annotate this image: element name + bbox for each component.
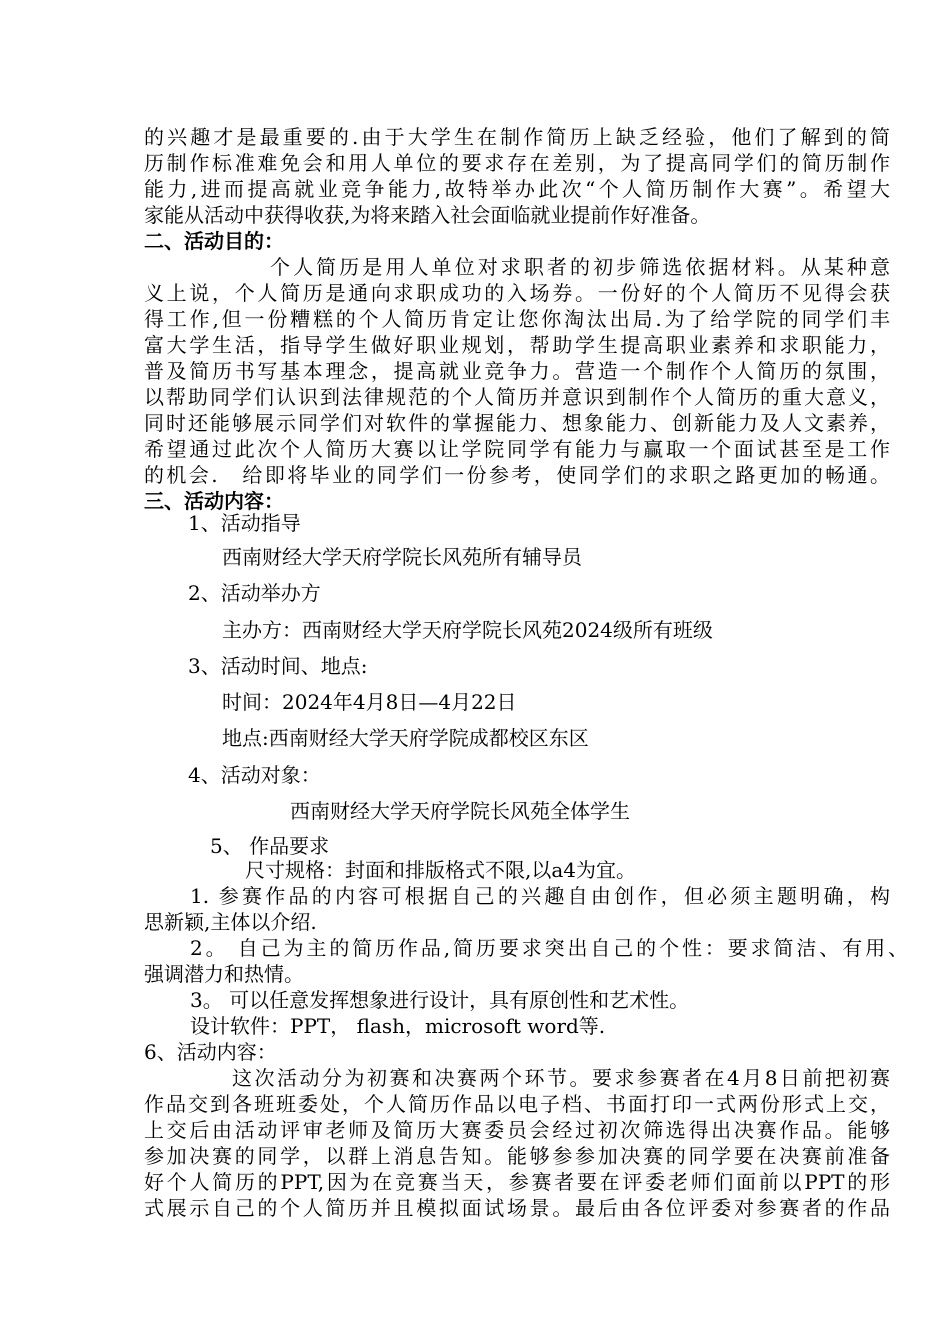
section-heading-purpose: 二、活动目的：: [144, 229, 284, 253]
activity-line: 好个人简历的PPT,因为在竞赛当天，参赛者要在评委老师们面前以PPT的形: [144, 1170, 890, 1194]
section-heading-activity-content: 6、活动内容：: [144, 1040, 277, 1064]
item-time-place-title: 3、活动时间、地点:: [188, 654, 368, 678]
purpose-line: 以帮助同学们认识到法律规范的个人简历并意识到制作个人简历的重大意义，: [144, 385, 890, 409]
activity-line: 参加决赛的同学，以群上消息告知。能够参参加决赛的同学要在决赛前准备: [144, 1144, 890, 1168]
item-guidance-title: 1、活动指导: [188, 511, 301, 535]
activity-line: 式展示自己的个人简历并且模拟面试场景。最后由各位评委对参赛者的作品: [144, 1196, 890, 1220]
section-heading-content: 三、活动内容：: [144, 489, 284, 513]
item-place: 地点:西南财经大学天府学院成都校区东区: [222, 726, 589, 750]
intro-line: 的兴趣才是最重要的.由于大学生在制作简历上缺乏经验，他们了解到的简: [144, 125, 890, 149]
purpose-line: 同时还能够展示同学们对软件的掌握能力、想象能力、创新能力及人文素养，: [144, 411, 890, 435]
item-requirements-title: 5、 作品要求: [210, 834, 330, 858]
item-organizer-body: 主办方：西南财经大学天府学院长风苑2024级所有班级: [222, 618, 713, 642]
requirement-1-line: 思新颖,主体以介绍.: [144, 910, 317, 934]
requirement-3: 3。 可以任意发挥想象进行设计，具有原创性和艺术性。: [190, 988, 690, 1012]
activity-line: 这次活动分为初赛和决赛两个环节。要求参赛者在4月8日前把初赛: [232, 1066, 890, 1090]
purpose-line: 义上说，个人简历是通向求职成功的入场券。一份好的个人简历不见得会获: [144, 281, 890, 305]
purpose-line: 个人简历是用人单位对求职者的初步筛选依据材料。从某种意: [270, 255, 890, 279]
purpose-line: 普及简历书写基本理念，提高就业竞争力。营造一个制作个人简历的氛围，: [144, 359, 890, 383]
intro-line: 能力,进而提高就业竞争能力,故特举办此次“个人简历制作大赛”。希望大: [144, 177, 890, 201]
purpose-line: 得工作,但一份糟糕的个人简历肯定让您你淘汰出局.为了给学院的同学们丰: [144, 307, 890, 331]
purpose-line: 的机会. 给即将毕业的同学们一份参考，使同学们的求职之路更加的畅通。: [144, 463, 890, 487]
intro-line: 家能从活动中获得收获,为将来踏入社会面临就业提前作好准备。: [144, 203, 711, 227]
item-time: 时间：2024年4月8日—4月22日: [222, 690, 517, 714]
item-organizer-title: 2、活动举办方: [188, 581, 321, 605]
intro-line: 历制作标准难免会和用人单位的要求存在差别，为了提高同学们的简历制作: [144, 151, 890, 175]
item-audience-body: 西南财经大学天府学院长风苑全体学生: [290, 799, 630, 823]
activity-line: 上交后由活动评审老师及简历大赛委员会经过初次筛选得出决赛作品。能够: [144, 1118, 890, 1142]
design-software: 设计软件：PPT， flash，microsoft word等.: [190, 1014, 606, 1038]
requirement-2-line: 2。 自己为主的简历作品,简历要求突出自己的个性：要求简洁、有用、: [190, 936, 908, 960]
purpose-line: 希望通过此次个人简历大赛以让学院同学有能力与赢取一个面试甚至是工作: [144, 437, 890, 461]
requirement-1-line: 1. 参赛作品的内容可根据自己的兴趣自由创作，但必须主题明确，构: [190, 884, 890, 908]
requirement-size: 尺寸规格：封面和排版格式不限,以a4为宜。: [245, 858, 637, 882]
item-audience-title: 4、活动对象：: [188, 763, 321, 787]
purpose-line: 富大学生活，指导学生做好职业规划，帮助学生提高职业素养和求职能力，: [144, 333, 890, 357]
requirement-2-line: 强调潜力和热情。: [144, 962, 304, 986]
activity-line: 作品交到各班班委处，个人简历作品以电子档、书面打印一式两份形式上交，: [144, 1092, 890, 1116]
item-guidance-body: 西南财经大学天府学院长风苑所有辅导员: [222, 545, 582, 569]
